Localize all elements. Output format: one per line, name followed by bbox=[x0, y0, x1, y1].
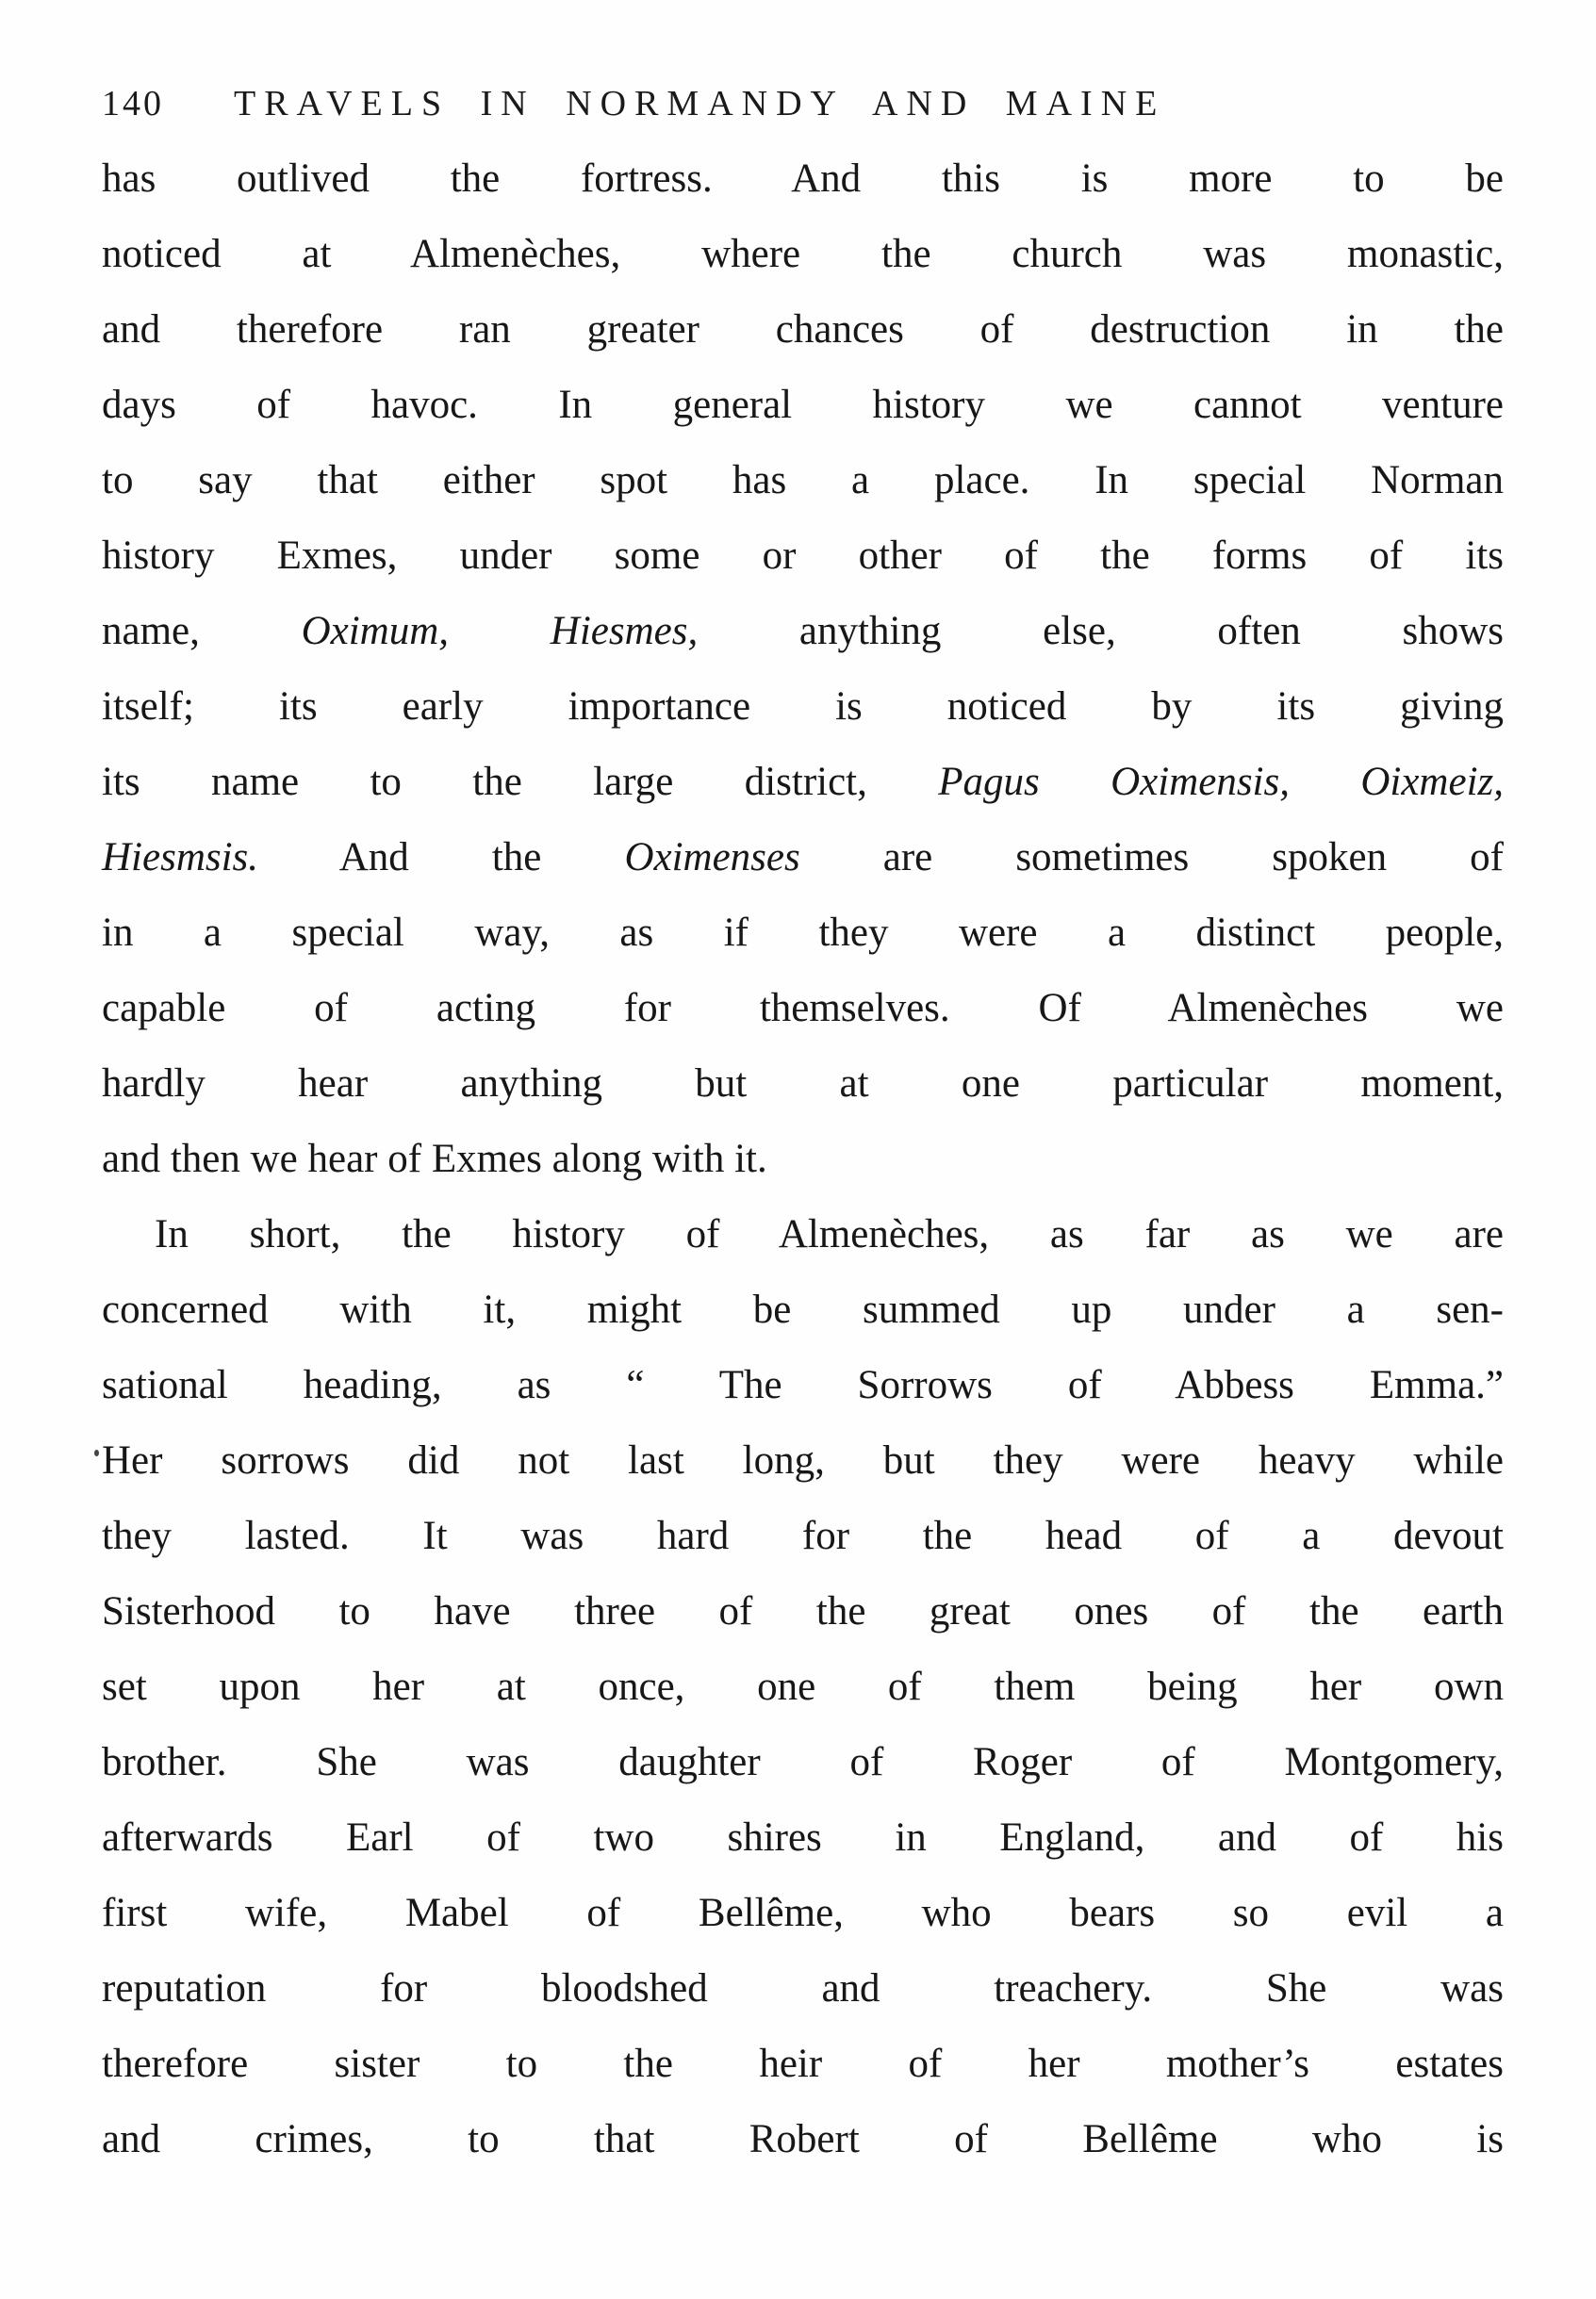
text-line bbox=[102, 1499, 1504, 1574]
text-segment: to say that either spot has a place. In special Norman bbox=[102, 458, 1504, 502]
text-line bbox=[102, 1423, 1504, 1499]
text-line bbox=[102, 217, 1504, 292]
text-segment: they lasted. It was hard for the head of a devout bbox=[102, 1514, 1504, 1558]
text-segment bbox=[449, 609, 551, 653]
text-segment: history Exmes, under some or other of the forms of its bbox=[102, 534, 1504, 578]
text-line bbox=[102, 1951, 1504, 2027]
text-line bbox=[102, 1650, 1504, 1725]
paragraph bbox=[102, 141, 1504, 1197]
text-segment: anything else, often shows bbox=[698, 609, 1505, 653]
italic-term: Oximum, bbox=[301, 609, 450, 653]
text-line bbox=[102, 1876, 1504, 1951]
text-line bbox=[102, 971, 1504, 1046]
text-line bbox=[102, 1197, 1504, 1273]
text-segment: first wife, Mabel of Bellême, who bears so evil a bbox=[102, 1891, 1504, 1935]
text-segment: therefore sister to the heir of her mother’s estates bbox=[102, 2042, 1504, 2086]
text-segment: and therefore ran greater chances of destruction in the bbox=[102, 307, 1504, 352]
text-segment: brother. She was daughter of Roger of Montgomery, bbox=[102, 1740, 1504, 1784]
text-line bbox=[102, 895, 1504, 971]
text-line bbox=[102, 1273, 1504, 1348]
text-segment: and then we hear of Exmes along with it. bbox=[102, 1137, 767, 1181]
page-body bbox=[102, 141, 1504, 2177]
text-segment: set upon her at once, one of them being her own bbox=[102, 1665, 1504, 1709]
text-segment: Sisterhood to have three of the great ones of the earth bbox=[102, 1589, 1504, 1634]
text-segment: afterwards Earl of two shires in England, and of his bbox=[102, 1815, 1504, 1860]
scan-speck bbox=[94, 1450, 99, 1456]
text-segment: its name to the large district, bbox=[102, 760, 939, 804]
text-segment: and crimes, to that Robert of Bellême who is bbox=[102, 2117, 1504, 2161]
text-segment: And the bbox=[258, 835, 625, 879]
text-line bbox=[102, 1122, 1504, 1197]
text-line bbox=[102, 1348, 1504, 1423]
text-line bbox=[102, 141, 1504, 217]
text-segment: are sometimes spoken of bbox=[799, 835, 1504, 879]
italic-term: Hiesmsis. bbox=[102, 835, 259, 879]
text-segment: itself; its early importance is noticed by its giving bbox=[102, 684, 1504, 729]
text-line bbox=[102, 820, 1504, 895]
running-title: TRAVELS IN NORMANDY AND MAINE bbox=[234, 84, 1166, 123]
text-segment: concerned with it, might be summed up under a sen- bbox=[102, 1288, 1504, 1332]
text-segment: name, bbox=[102, 609, 302, 653]
text-line bbox=[102, 1800, 1504, 1876]
page-content bbox=[102, 83, 1505, 2161]
text-line bbox=[102, 1574, 1504, 1650]
text-segment: Her sorrows did not last long, but they were heavy while bbox=[102, 1438, 1504, 1483]
text-line bbox=[102, 292, 1504, 368]
paragraph bbox=[102, 1197, 1504, 2177]
text-line bbox=[102, 2102, 1504, 2177]
text-line bbox=[102, 1725, 1504, 1800]
text-line bbox=[102, 1046, 1504, 1122]
text-segment: in a special way, as if they were a distinct people, bbox=[102, 911, 1504, 955]
text-line bbox=[102, 518, 1504, 594]
text-segment: hardly hear anything but at one particular moment, bbox=[102, 1061, 1504, 1106]
italic-term: Pagus Oximensis, Oixmeiz, bbox=[938, 760, 1505, 804]
page-header bbox=[102, 83, 1504, 140]
italic-term: Oximenses bbox=[624, 835, 800, 879]
text-line bbox=[102, 669, 1504, 745]
text-segment: sational heading, as “ The Sorrows of Abbess Emma.” bbox=[102, 1363, 1504, 1407]
page-number: 140 bbox=[102, 84, 164, 123]
text-line bbox=[102, 368, 1504, 443]
text-segment: capable of acting for themselves. Of Almenèches we bbox=[102, 986, 1504, 1030]
text-segment: has outlived the fortress. And this is more to be bbox=[102, 156, 1504, 201]
text-segment: In short, the history of Almenèches, as far as we are bbox=[155, 1212, 1504, 1256]
text-line bbox=[102, 594, 1504, 669]
italic-term: Hiesmes, bbox=[550, 609, 699, 653]
text-line bbox=[102, 2027, 1504, 2102]
text-segment: days of havoc. In general history we cannot venture bbox=[102, 383, 1504, 427]
text-segment: noticed at Almenèches, where the church was monastic, bbox=[102, 232, 1504, 276]
text-segment: reputation for bloodshed and treachery. She was bbox=[102, 1966, 1504, 2011]
text-line bbox=[102, 443, 1504, 518]
text-line bbox=[102, 745, 1504, 820]
